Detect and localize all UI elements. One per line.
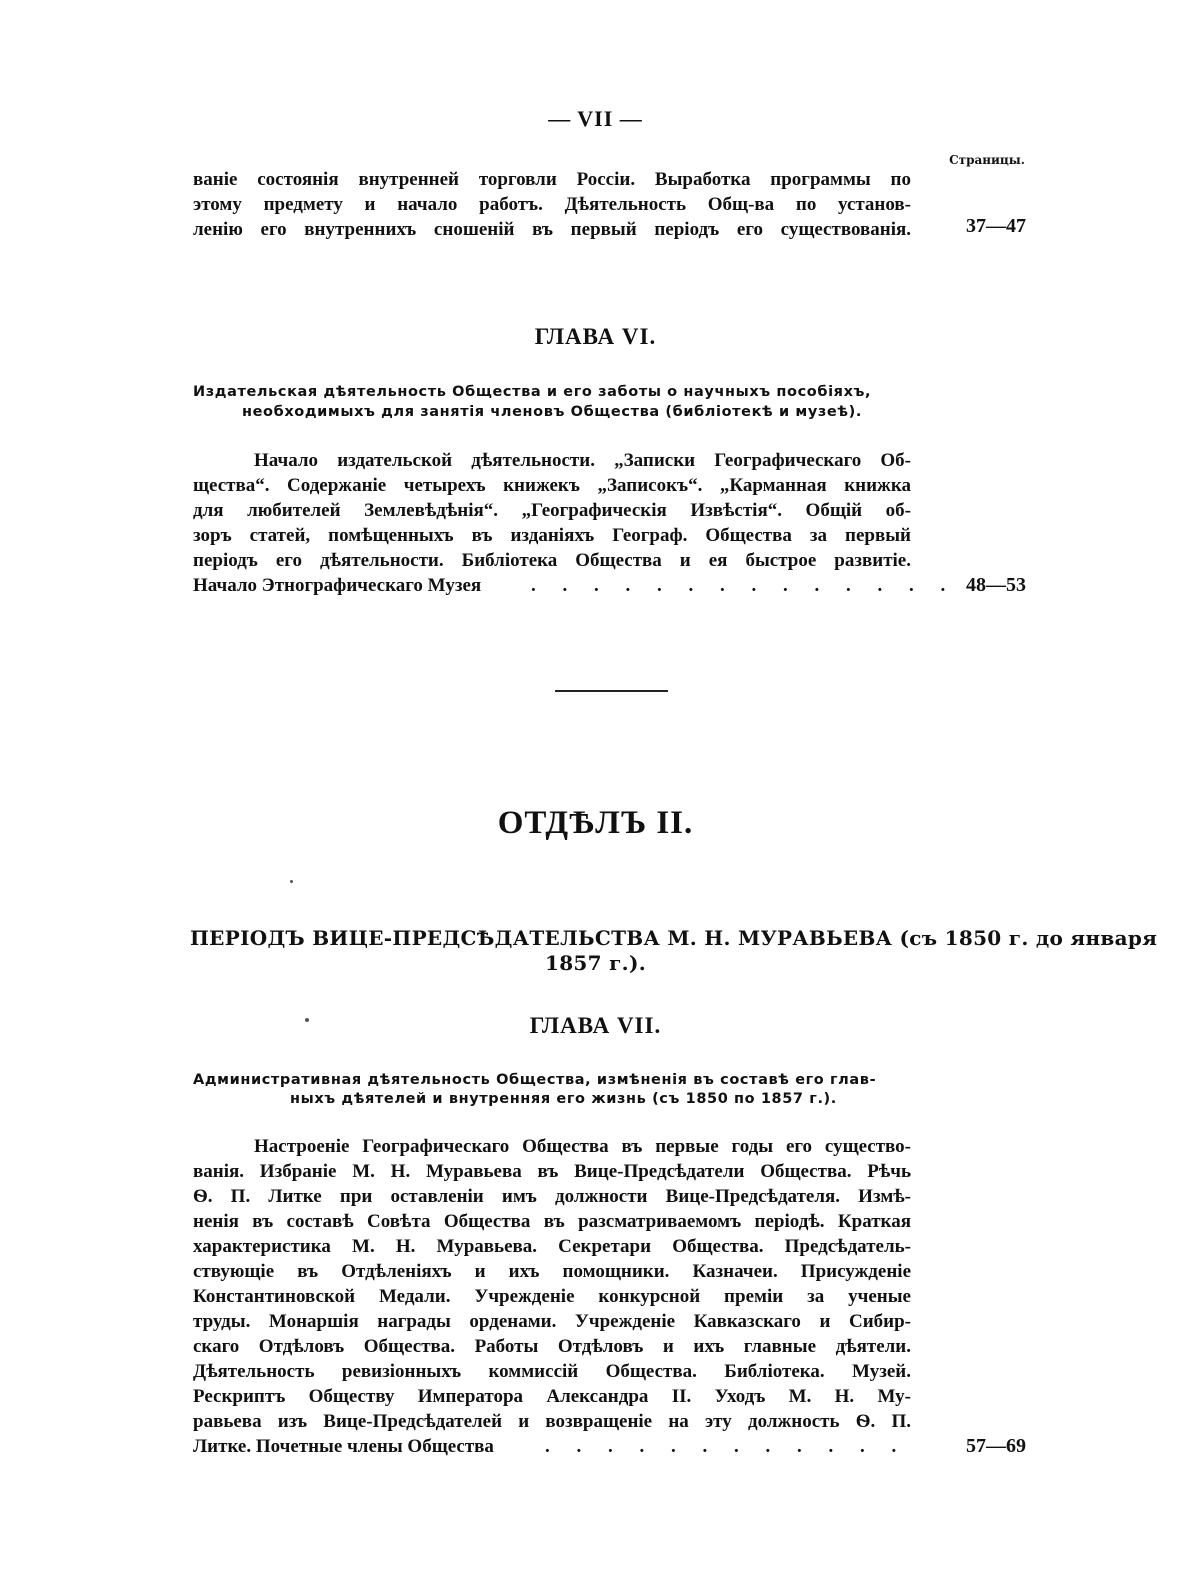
summary-line: Начало издательской дѣятельности. „Записки Географическаго Об- [254,450,911,471]
print-speck [290,880,293,883]
chapter-6-title: ГЛАВА VI. [534,324,657,349]
summary-last-line [193,1435,911,1459]
summary-line: Константиновской Медали. Учрежденіе конкурсной преміи за ученые [193,1286,911,1307]
summary-line: скаго Отдѣловъ Общества. Работы Отдѣловъ и ихъ главные дѣятели. [193,1336,911,1357]
chapter-7-subtitle-line: Административная дѣятельность Общества, измѣненія въ составѣ его глав- [193,1072,877,1088]
chapter-7-subtitle-line: ныхъ дѣятелей и внутренняя его жизнь (съ 1850 по 1857 г.). [290,1091,837,1107]
summary-line: Дѣятельность ревизіонныхъ коммиссій Общества. Библіотека. Музей. [193,1361,911,1382]
pages-column-label: Страницы. [949,153,1025,167]
summary-line: ванія. Избраніе М. Н. Муравьева въ Вице-Предсѣдатели Общества. Рѣчь [193,1161,911,1182]
entry-line: этому предмету и начало работъ. Дѣятельность Общ-ва по установ- [193,194,911,215]
summary-line: щества“. Содержаніе четырехъ книжекъ „Записокъ“. „Карманная книжка [193,475,911,496]
page-number: — VII — [548,106,643,131]
entry-line: ленію его внутреннихъ сношеній въ первый періодъ его существованія. [193,219,911,240]
chapter-7-pages: 57—69 [966,1435,1026,1457]
summary-line: ствующіе въ Отдѣленіяхъ и ихъ помощники. Казначеи. Присужденіе [193,1261,911,1282]
summary-line: труды. Монаршія награды орденами. Учрежденіе Кавказскаго и Сибир- [193,1311,911,1332]
summary-last-line [193,574,957,598]
chapter-6-subtitle-line: Издательская дѣятельность Общества и его заботы о научныхъ пособіяхъ, [193,384,872,400]
dot-leaders: . . . . . . . . . . . . [545,1436,908,1457]
summary-line: ненія въ составѣ Совѣта Общества въ разсматриваемомъ періодѣ. Краткая [193,1211,911,1232]
period-title-line: 1857 г.). [545,951,646,975]
summary-line: зоръ статей, помѣщенныхъ въ изданіяхъ Географ. Общества за первый [193,525,911,546]
summary-line: Ѳ. П. Литке при оставленіи имъ должности Вице-Предсѣдателя. Измѣ- [193,1186,911,1207]
summary-line: Рескриптъ Обществу Императора Александра II. Уходъ М. Н. Му- [193,1386,911,1407]
chapter-7-title: ГЛАВА VII. [529,1013,662,1038]
dot-leaders: . . . . . . . . . . . . . . [531,575,957,596]
chapter-6-subtitle-line: необходимыхъ для занятія членовъ Общества (библіотекѣ и музеѣ). [242,404,862,420]
summary-line: Настроеніе Географическаго Общества въ первые годы его существо- [254,1136,911,1157]
entry-pages: 37—47 [966,215,1026,237]
section-divider [555,690,668,692]
summary-line: равьева изъ Вице-Предсѣдателей и возвращеніе на эту должность Ѳ. П. [193,1411,911,1432]
summary-line: характеристика М. Н. Муравьева. Секретари Общества. Предсѣдатель- [193,1236,911,1257]
summary-line-text: Литке. Почетные члены Общества [193,1436,494,1457]
entry-line: ваніе состоянія внутренней торговли Россіи. Выработка программы по [193,169,911,190]
summary-line: періодъ его дѣятельности. Библіотека Общества и ея быстрое развитіе. [193,550,911,571]
chapter-6-pages: 48—53 [966,574,1026,596]
section-2-title: ОТДѢЛЪ II. [497,805,694,841]
summary-line: для любителей Землевѣдѣнія“. „Географическія Извѣстія“. Общій об- [193,500,911,521]
summary-line-text: Начало Этнографическаго Музея [193,575,482,596]
period-title-line: ПЕРІОДЪ ВИЦЕ-ПРЕДСѢДАТЕЛЬСТВА М. Н. МУРАВЬЕВА (съ 1850 г. до января [190,926,1158,950]
